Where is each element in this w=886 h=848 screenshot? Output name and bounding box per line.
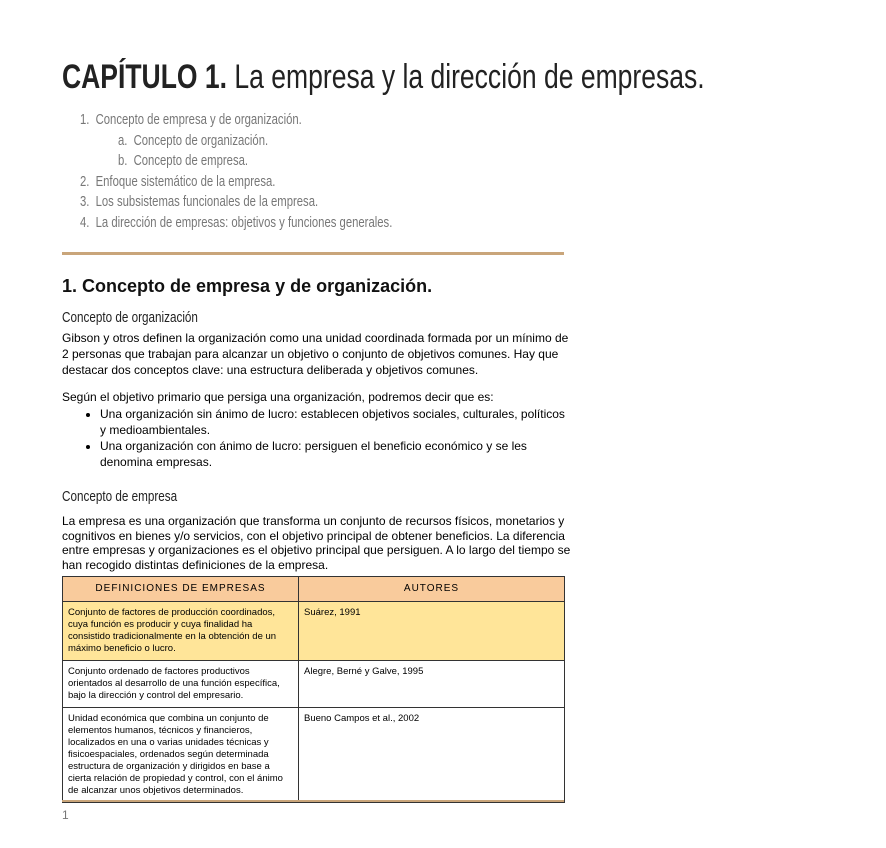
table-header: AUTORES — [299, 577, 565, 602]
table-row — [63, 602, 565, 661]
paragraph: La empresa es una organización que transforma un conjunto de recursos físicos, monetarios y cognitivos en bienes y/o servicios, con el objetivo principal de obtener beneficios. La diferencia entre empresas y organizaciones es el objetivo principal que persiguen. A lo largo del tiempo se han recogido distintas definiciones de la empresa. — [62, 514, 571, 572]
definition-cell: Conjunto de factores de producción coordinados, cuya función es producir y cuya finalidad ha consistido tradicionalmente en la obtención de un máximo beneficio o lucro. — [63, 602, 299, 661]
toc-item: 1. Concepto de empresa y de organización. — [80, 112, 302, 128]
chapter-title — [62, 58, 886, 97]
paragraph: Gibson y otros definen la organización como una unidad coordinada formada por un mínimo de 2 personas que trabajan para alcanzar un objetivo o conjunto de objetivos comunes. Hay que destacar dos conceptos clave: una estructura deliberada y objetivos comunes. — [62, 331, 569, 377]
definition-cell: Unidad económica que combina un conjunto de elementos humanos, técnicos y financieros, localizados en una o varias unidades técnicas y fisicoespaciales, ordenados según determinada estructura de organización y dirigidos en base a cierta relación de propiedad y control, con el ánimo de alcanzar unos objetivos determinados. — [63, 708, 299, 803]
chapter-text: La empresa y la dirección de empresas. — [234, 58, 705, 96]
author-cell: Alegre, Berné y Galve, 1995 — [299, 661, 565, 708]
section-heading: 1. Concepto de empresa y de organización. — [62, 276, 433, 296]
toc-item: a. Concepto de organización. — [118, 132, 269, 149]
bullet-list — [62, 406, 570, 470]
author-cell: Suárez, 1991 — [299, 602, 565, 661]
table-of-contents — [80, 110, 480, 234]
footer-divider — [62, 800, 564, 802]
list-item: • Una organización sin ánimo de lucro: establecen objetivos sociales, culturales, políticos y medioambientales. — [100, 406, 570, 438]
toc-item: 2. Enfoque sistemático de la empresa. — [80, 173, 276, 190]
definitions-table — [62, 576, 565, 803]
toc-item: 3. Los subsistemas funcionales de la empresa. — [80, 194, 319, 211]
definition-cell: Conjunto ordenado de factores productivos orientados al desarrollo de una función específica, bajo la dirección y control del empresario. — [63, 661, 299, 708]
table-header: DEFINICIONES DE EMPRESAS — [63, 577, 299, 602]
subsection-heading: Concepto de organización — [62, 309, 198, 326]
chapter-label: CAPÍTULO 1. — [62, 58, 228, 96]
toc-item: b. Concepto de empresa. — [118, 153, 249, 170]
subsection-heading: Concepto de empresa — [62, 488, 178, 505]
toc-item: 4. La dirección de empresas: objetivos y funciones generales. — [80, 214, 393, 231]
list-item: • Una organización con ánimo de lucro: persiguen el beneficio económico y se les denomina empresas. — [100, 438, 570, 470]
paragraph: Según el objetivo primario que persiga una organización, podremos decir que es: — [62, 390, 494, 404]
table-row — [63, 661, 565, 708]
divider — [62, 252, 564, 255]
page-number: 1 — [62, 808, 69, 822]
table-row — [63, 708, 565, 803]
author-cell: Bueno Campos et al., 2002 — [299, 708, 565, 803]
